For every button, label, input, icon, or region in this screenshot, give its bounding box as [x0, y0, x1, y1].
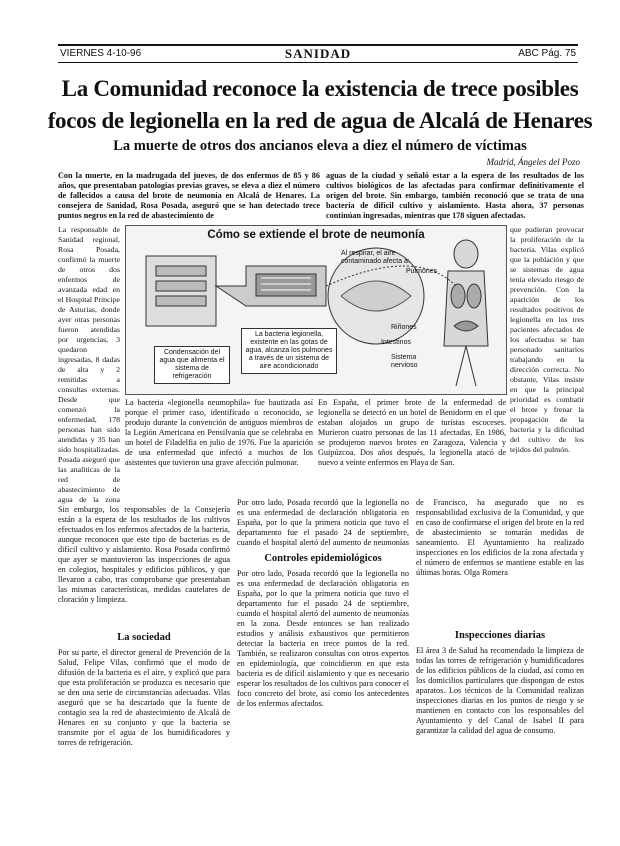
header-page: ABC Pág. 75	[518, 48, 576, 59]
bottom-left-1: Sin embargo, los responsables de la Consejería están a la espera de los resultados de los cultivos efectuados en los enfermos afectados de la bacteria, aunque reconocen que este tipo de bacterias es de difícil cultivo y aislamiento. Rosa Posada confirmó que ayer se mantuvieron las inspecciones de agua en colegios, hospitales y edificios públicos, y que llevaron a cabo, tras comprobarse que presentaban las mismas características, medidas cautelares de cloración y limpieza.	[58, 505, 230, 604]
history-spain: En España, el primer brote de la enfermedad de legionella se detectó en un hotel de Benidorm en el que estaban alojados un grupo de turistas escoceses. Murieron cuatro personas de las 11 afectadas. En 1986, se produjeron nuevos brotes en Zaragoza, Valencia y Guipúzcoa. Dos años después, la legionella atacó de nuevo a veinte enfermos en Playa de San.	[318, 398, 506, 467]
bottom-mid: Por otro lado, Posada recordó que la legionella no es una enfermedad de declaración obligatoria en España, por lo que la primera noticia que tuvo el departamento fue el pasado 24 de septiembre, cuando el hospital alertó del aumento de neumonías en la zona. Desde entonces se han realizado estudios y análisis exhaustivos que permitieron detectar la bacteria en trece puntos de la red. También, se realizaron consultas con otros expertos en epidemiología, que coincidieron en que esta bacteria es de difícil aislamiento y que es necesario esperar los resultados de los cultivos para conocer el foco concreto del brote, así como los antecedentes de los enfermos afectados.	[237, 569, 409, 708]
bottom-left-2: Por su parte, el director general de Prevención de la Salud, Felipe Vilas, confirmó que el modo de difusión de la bacteria es el aire, y explicó que para que esta proliferación se produzca es necesario que se den una serie de circunstancias adecuadas. Vilas aseguró que se ha descartado que la fuente de contagio sea la red de abastecimiento de Alcalá de Henares en su conjunto y que la bacteria se transmite por el agua de los humidificadores y torres de refrigeración.	[58, 648, 230, 747]
label-intestines: Intestinos	[381, 339, 411, 346]
intro-left: Con la muerte, en la madrugada del jueves, de dos enfermos de 85 y 86 años, que presentaban patologías previas graves, se eleva a diez el número de fallecidos a causa del brote de neumonía en Alcalá de Henares. La consejera de Sanidad, Rosa Posada, aseguró que se han detectado trece puntos negros en la red de abastecimiento de	[58, 171, 320, 220]
bottom-mid-top: Por otro lado, Posada recordó que la legionella no es una enfermedad de declaración obligatoria en España, por lo que la primera noticia que tuvo el departamento fue el pasado 24 de septiembre, cuando el hospital alertó del aumento de neumonías	[237, 498, 409, 547]
history-usa: La bacteria «legionella neumophila» fue bautizada así porque el primer caso, identificado o reconocido, se produjo durante la convención de antiguos miembros de la Legión Americana en Pensilvania que se celebraba en un hotel de Filadelfia en julio de 1976. Fue la aparición de una enfermedad que infectó a muchos de los asistentes que tuvieron una grave afección pulmonar.	[125, 398, 313, 467]
intro-right: aguas de la ciudad y señaló estar a la espera de los resultados de los cultivos biológicos de las afectadas para confirmar definitivamente el origen del brote. Sin embargo, también reconoció que se trata de una bacteria de difícil cultivo y aislamiento. Hasta ahora, 37 personas continúan ingresadas, mientras que 178 siguen afectadas.	[326, 171, 584, 220]
label-lungs: Pulmones	[406, 268, 438, 275]
header-section: SANIDAD	[284, 46, 352, 61]
label-nervous-system: Sistema nervioso	[391, 354, 418, 369]
header-date: VIERNES 4-10-96	[60, 48, 142, 59]
infographic-title: Cómo se extiende el brote de neumonía	[207, 229, 425, 241]
bottom-right-1: de Francisco, ha asegurado que no es responsabilidad exclusiva de la Comunidad, y que en caso de confirmarse el origen del brote en la red de abastecimiento se tomarán medidas de saneamiento. El Ayuntamiento ha realizado inspecciones en los edificios de la zona afectada y el número de enfermos se mantiene estable en las últimas horas. Olga Romera	[416, 498, 584, 577]
headline-line-1: La Comunidad reconoce la existencia de trece posibles	[61, 76, 579, 101]
label-kidneys: Riñones	[391, 324, 417, 331]
section-sociedad: La sociedad	[117, 632, 171, 643]
section-inspecciones: Inspecciones diarias	[454, 630, 546, 641]
box-bacteria: La bacteria legionella, existente en las gotas de agua, alcanza los pulmones a través de un sistema de aire acondicionado	[241, 328, 337, 374]
bottom-right-2: El área 3 de Salud ha recomendado la limpieza de todas las torres de refrigeración y humidificadores de los edificios públicos de la ciudad, así como en los domicilios particulares que dispongan de estos aparatos. Los técnicos de la Comunidad realizan inspecciones diarias en los puntos de riesgo y se mantienen en contacto con los responsables del Ayuntamiento y del Canal de Isabel II para garantizar la calidad del agua de consumo.	[416, 646, 584, 735]
box-condensation: Condensación del agua que alimenta el sistema de refrigeración	[154, 346, 230, 384]
headline-line-2: focos de legionella en la red de agua de Alcalá de Henares	[47, 108, 593, 133]
label-air: Al respirar, el aire contaminado afecta a:	[341, 250, 410, 265]
left-column: La responsable de Sanidad regional, Rosa Posada, confirmó la muerte de otros dos enfermos de avanzada edad en el Hospital Príncipe de Asturias, donde ayer otras personas fueron atendidas por urgencias, 3 quedaron ingresadas, 8 dadas de alta y 2 remitidas a consultas externas. Desde que comenzó la enfermedad, 178 personas han sido atendidas y 35 han sido hospitalizadas. Posada aseguró que las analíticas de la red de abastecimiento de agua de la zona	[58, 225, 120, 504]
infographic	[125, 225, 507, 395]
page-header	[58, 44, 578, 63]
subheadline: La muerte de otros dos ancianos eleva a diez el número de víctimas	[113, 138, 527, 154]
byline: Madrid, Ángeles del Pozo	[486, 157, 580, 167]
right-column: que pudieran provocar la proliferación de la bacteria. Vilas explicó que la población y que se sistemas de agua tenía elevado riesgo de prevención. Con la aparición de los resultados positivos de legionella en los tres pacientes afectados de los afectados se han personado sanitarios trabajando en la dirección correcta. No obstante, Vilas insiste en que la principal prioridad es combatir el brote y frenar la propagación de la bacteria y la dificultad del cultivo de los tejidos del pulmón.	[510, 225, 584, 454]
section-controles: Controles epidemiológicos	[264, 553, 382, 564]
